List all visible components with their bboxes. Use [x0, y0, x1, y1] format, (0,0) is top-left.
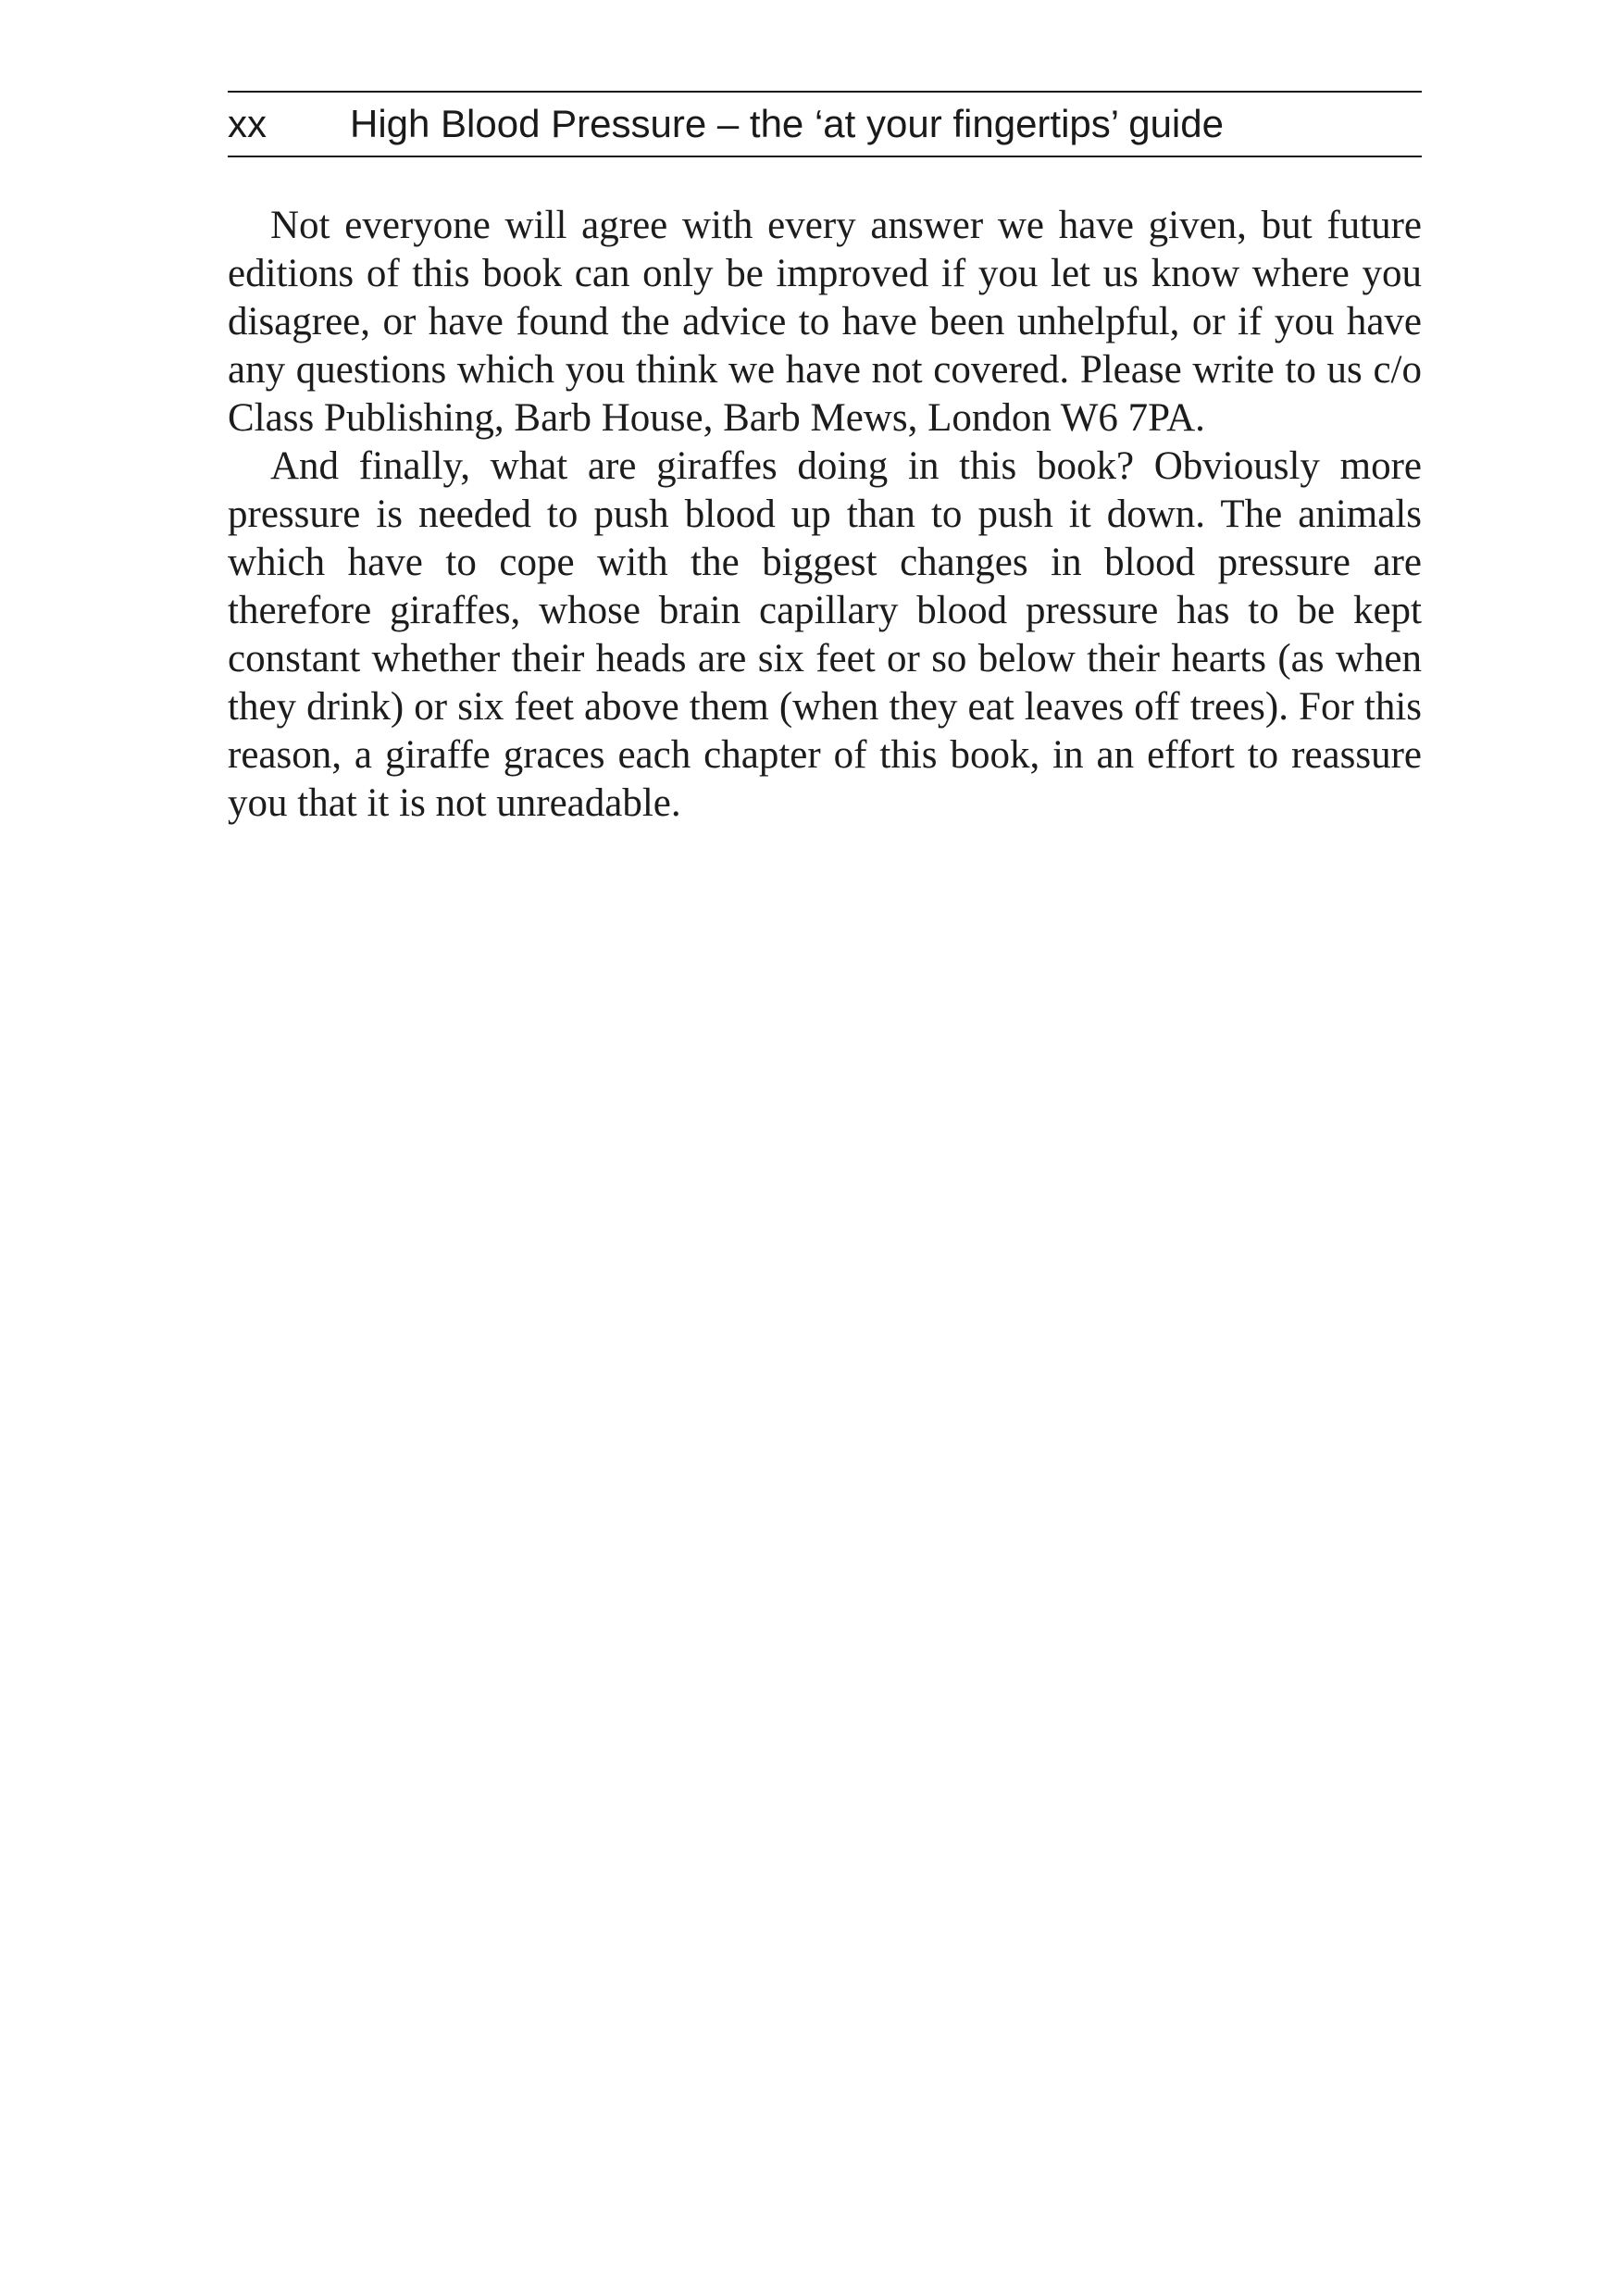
running-title: High Blood Pressure – the ‘at your fingertips’ guide	[350, 102, 1224, 145]
body-text	[228, 202, 1422, 828]
page-number: xx	[228, 102, 267, 145]
paragraph-feedback: Not everyone will agree with every answer we have given, but future editions of this book can only be improved if you let us know where you disagree, or have found the advice to have been unhelpful, or if you have any questions which you think we have not covered. Please write to us c/o Class Publishing, Barb House, Barb Mews, London W6 7PA.	[228, 204, 1422, 440]
running-head	[228, 91, 1422, 157]
paragraph-giraffes: And finally, what are giraffes doing in this book? Obviously more pressure is needed to push blood up than to push it down. The animals which have to cope with the biggest changes in blood pressure are therefore giraffes, whose brain capillary blood pressure has to be kept constant whether their heads are six feet or so below their hearts (as when they drink) or six feet above them (when they eat leaves off trees). For this reason, a giraffe graces each chapter of this book, in an effort to reassure you that it is not unreadable.	[228, 444, 1422, 825]
